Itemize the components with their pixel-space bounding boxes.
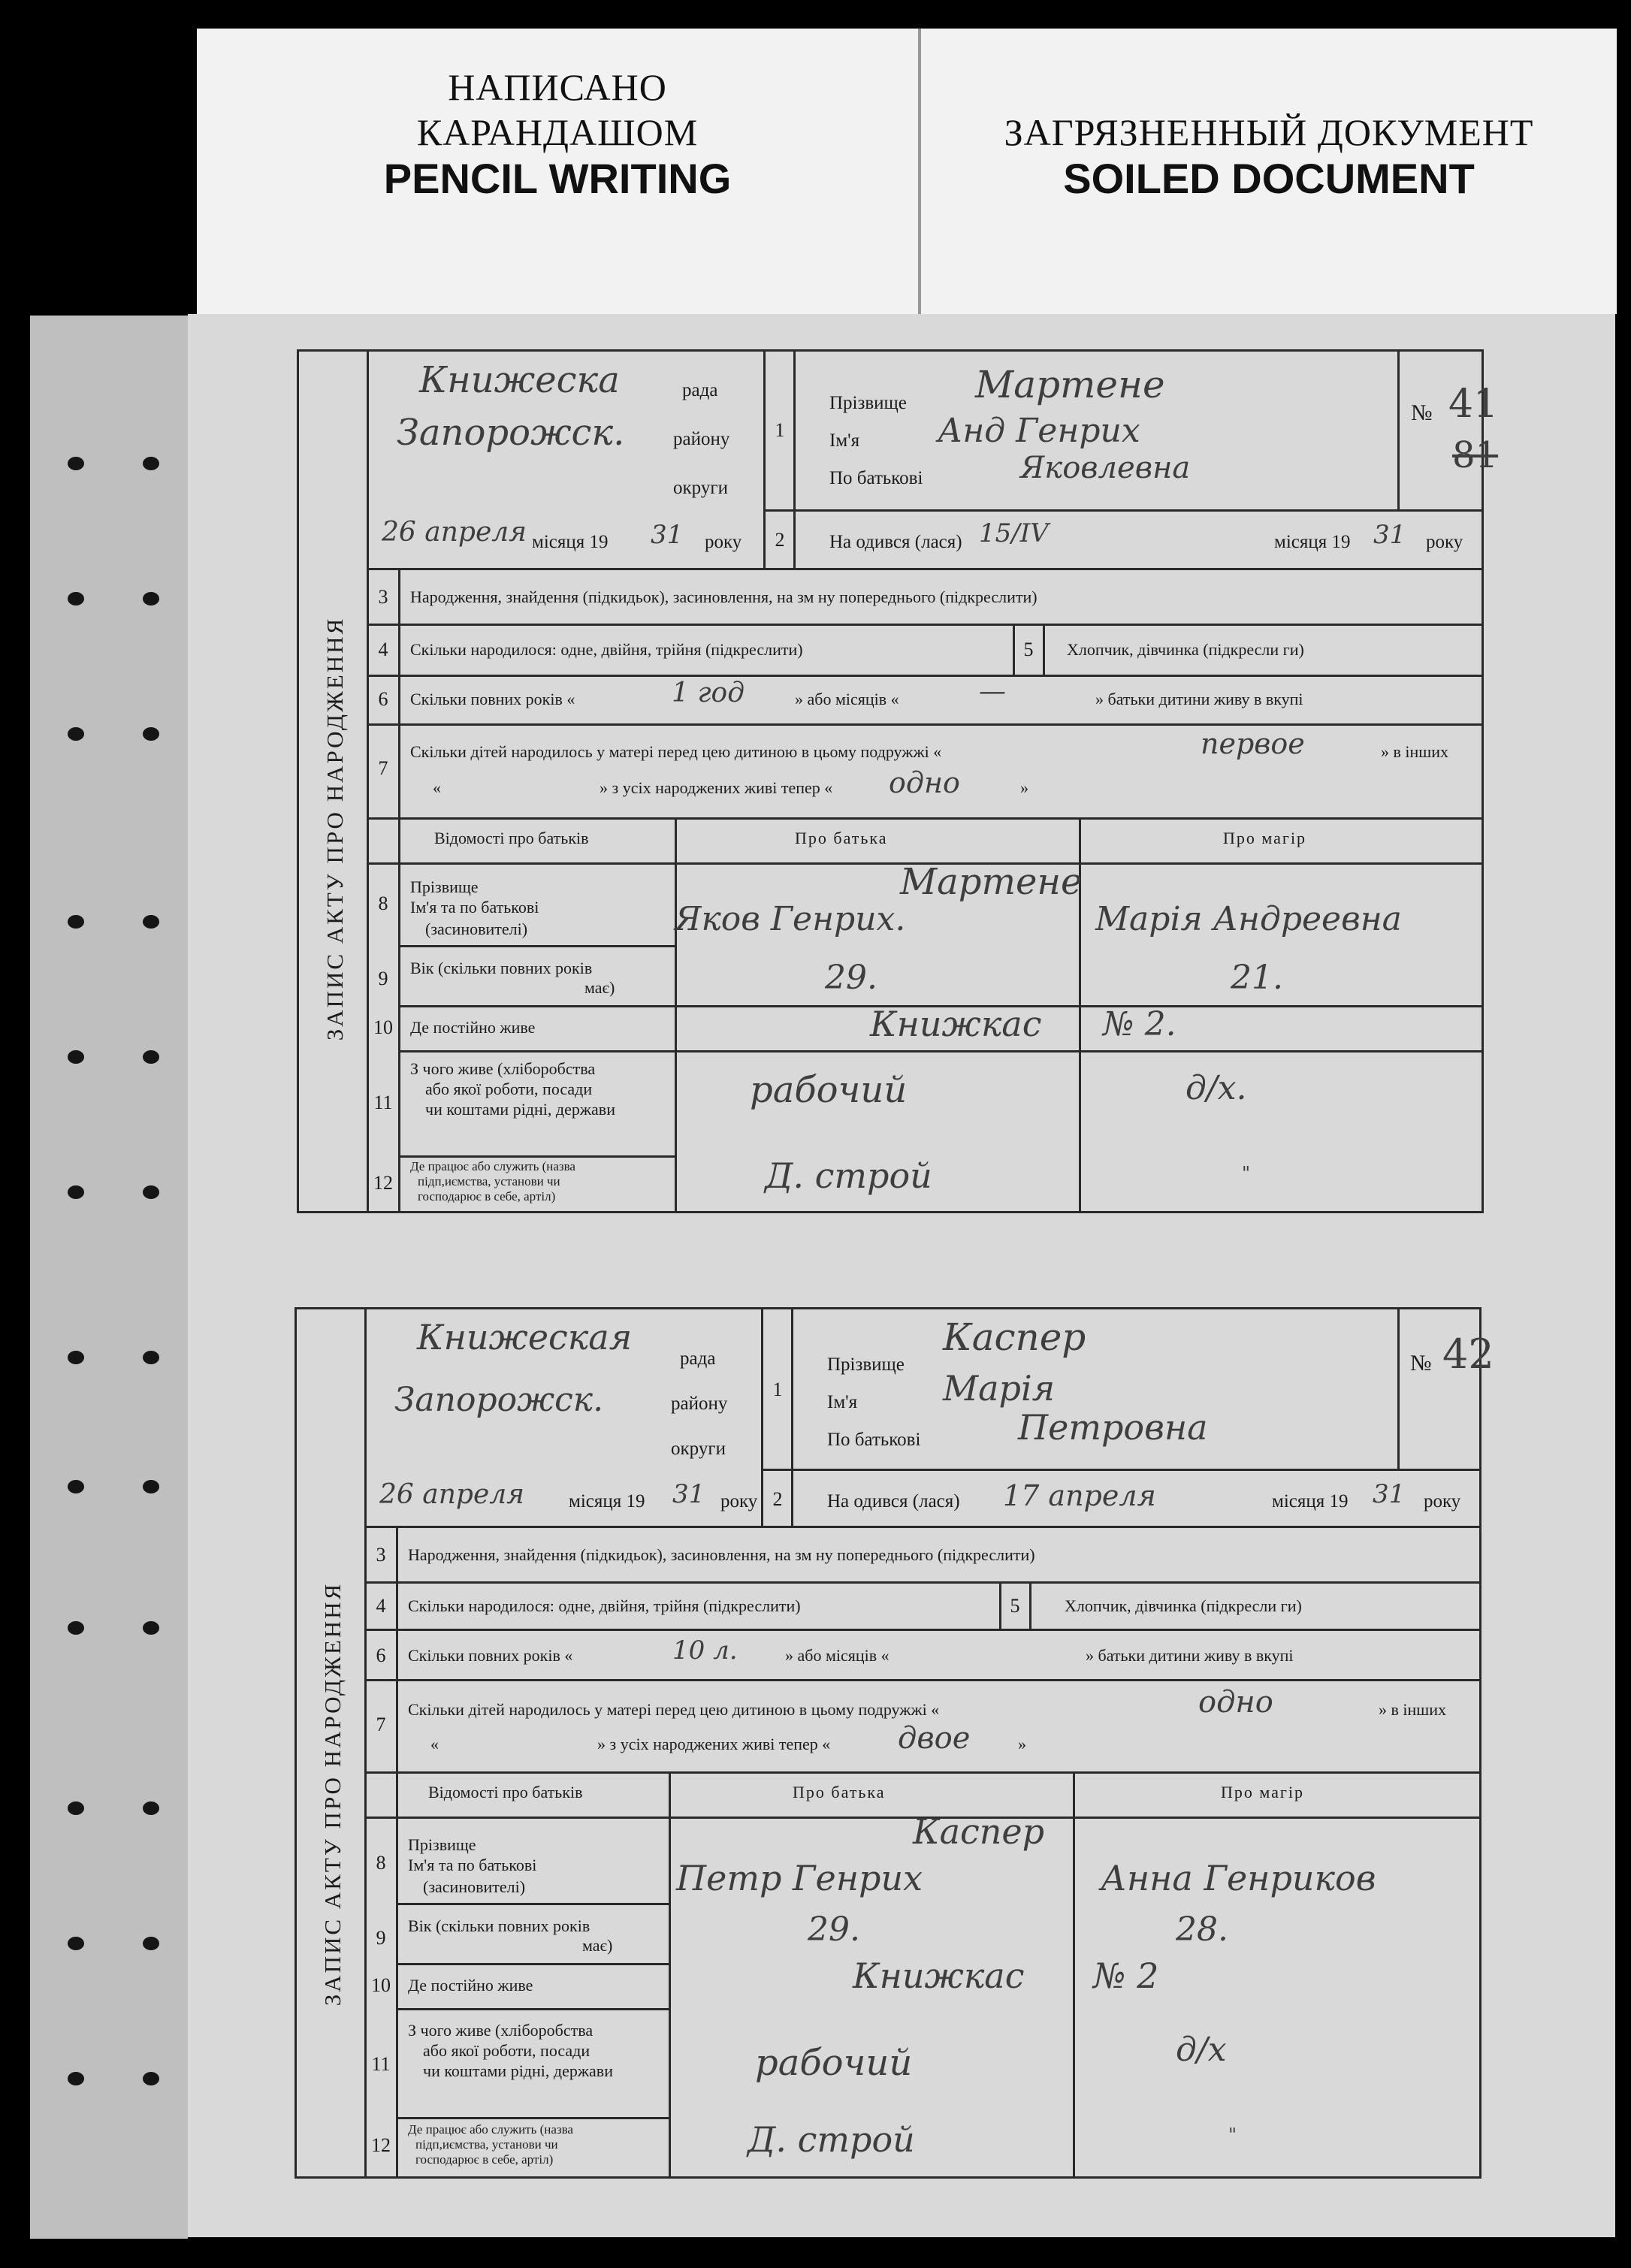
row10-label: Де постійно живе: [410, 1018, 536, 1037]
years-together-value: 10 л.: [672, 1635, 738, 1666]
binding-hole: [143, 592, 159, 606]
residence-number-value: № 2: [1093, 1955, 1159, 1996]
row-number: 7: [376, 1714, 386, 1735]
rule: [763, 509, 1484, 512]
row6-text-c: » батьки дитини живу в вкупі: [1086, 1646, 1294, 1665]
row7-text-d: » з усіх народжених живі тепер «: [597, 1735, 831, 1753]
mother-work-value: ": [1228, 2125, 1237, 2146]
row7-text-e: »: [1020, 778, 1028, 797]
col-father-header: Про батька: [793, 1783, 886, 1801]
birth-date-value: 15/IV: [979, 518, 1049, 548]
binding-hole: [68, 915, 84, 929]
surname-label: Прізвище: [829, 393, 907, 413]
father-name-value: Петр Генрих: [676, 1858, 923, 1898]
row-number: 8: [378, 892, 388, 914]
row7-text-c: «: [430, 1735, 439, 1753]
rule: [367, 723, 1484, 726]
binding-hole: [68, 1185, 84, 1199]
row-number: 9: [378, 968, 388, 989]
row4-text: Скільки народилося: одне, двійня, трійня (підкреслити): [408, 1596, 801, 1615]
row6-text-b: » або місяців «: [785, 1646, 889, 1665]
children-alive-value: одно: [889, 766, 960, 799]
binding-hole: [68, 727, 84, 741]
row-number: 2: [775, 529, 785, 551]
row-number: 9: [376, 1927, 386, 1949]
rule: [367, 568, 1484, 570]
row-number: 12: [371, 2134, 391, 2156]
father-surname-value: Каспер: [913, 1811, 1045, 1852]
mother-name-value: Марія Андреевна: [1095, 900, 1402, 938]
binding-hole: [143, 1937, 159, 1950]
row3-text: Народження, знайдення (підкидьок), засиновлення, на зм ну попереднього (підкреслити): [408, 1545, 1035, 1564]
okrugy-label: округи: [671, 1439, 726, 1459]
row8-label-c: (засиновителі): [423, 1877, 526, 1896]
row6-text-b: » або місяців «: [795, 690, 899, 708]
okrugy-label: округи: [673, 478, 728, 498]
sticker-line: КАРАНДАШОМ: [416, 111, 699, 153]
row3-text: Народження, знайдення (підкидьок), засиновлення, на зм ну попереднього (підкреслити): [410, 587, 1037, 606]
row-number: 4: [376, 1595, 386, 1617]
binding-strip: [30, 316, 188, 2239]
years-together-value: 1 год: [672, 678, 745, 708]
row-number: 11: [373, 1092, 393, 1113]
row9-label-b: має): [584, 978, 615, 997]
mother-work-value: ": [1242, 1163, 1251, 1184]
birth-record-1: [297, 349, 1499, 1213]
rule: [364, 1581, 1481, 1584]
birth-date-label: На одився (лася): [827, 1491, 960, 1511]
name-value: Марія: [943, 1368, 1056, 1409]
pencil-writing-sticker: [197, 29, 918, 314]
father-age-value: 29.: [808, 1910, 860, 1949]
row11-label-c: чи коштами рідні, держави: [423, 2061, 613, 2080]
binding-hole: [143, 1050, 159, 1064]
row-number: 3: [376, 1544, 386, 1566]
name-label: Ім'я: [829, 430, 860, 451]
reg-year-label: року: [720, 1491, 758, 1511]
rule: [364, 1309, 367, 2179]
rayon-value: Запорожск.: [397, 412, 625, 454]
surname-label: Прізвище: [827, 1354, 905, 1375]
rule: [367, 817, 1484, 820]
rada-value: Книжеска: [419, 359, 620, 401]
rule: [367, 352, 369, 1213]
row-number: 1: [775, 419, 785, 441]
row-number: 4: [378, 639, 388, 660]
col-mother-header: Про магір: [1223, 829, 1307, 847]
binding-hole: [143, 457, 159, 470]
patronymic-value: Петровна: [1018, 1407, 1208, 1448]
row9-label-b: має): [582, 1936, 613, 1955]
father-occupation-value: рабочий: [755, 2042, 913, 2084]
row6-text-c: » батьки дитини живу в вкупі: [1095, 690, 1303, 708]
row11-label-a: З чого живе (хліборобства: [410, 1059, 596, 1078]
row7-text-b: » в інших: [1379, 1700, 1446, 1719]
reg-year-label: року: [705, 532, 742, 552]
birth-date-label: На одився (лася): [829, 532, 962, 552]
rule: [396, 1903, 670, 1905]
side-title: ЗАПИС АКТУ ПРО НАРОДЖЕННЯ: [319, 1581, 346, 2007]
rule: [396, 1963, 670, 1965]
rule: [398, 945, 676, 947]
row11-label-a: З чого живе (хліборобства: [408, 2021, 594, 2040]
binding-hole: [143, 1185, 159, 1199]
row11-label-b: або якої роботи, посади: [423, 2041, 590, 2060]
row-number: 5: [1023, 639, 1034, 660]
row-number: 3: [378, 586, 388, 608]
binding-hole: [143, 1801, 159, 1815]
mother-name-value: Анна Генриков: [1101, 1858, 1376, 1898]
children-before-value: одно: [1198, 1685, 1273, 1720]
binding-hole: [68, 2072, 84, 2085]
row10-label: Де постійно живе: [408, 1976, 533, 1995]
rada-value: Книжеская: [417, 1317, 633, 1357]
binding-hole: [68, 1351, 84, 1364]
row12-label-b: підп,иємства, установи чи: [415, 2137, 558, 2152]
rule: [396, 2008, 670, 2010]
number-label: №: [1411, 400, 1433, 425]
mother-age-value: 21.: [1231, 959, 1283, 997]
row8-label-a: Прізвище: [410, 877, 479, 896]
binding-hole: [143, 1351, 159, 1364]
soiled-document-sticker: [918, 29, 1617, 314]
row12-label-b: підп,иємства, установи чи: [418, 1174, 560, 1188]
row-number: 10: [373, 1016, 393, 1038]
row-number: 1: [772, 1379, 783, 1400]
surname-value: Каспер: [943, 1315, 1086, 1359]
patronymic-label: По батькові: [827, 1430, 921, 1450]
row12-label-a: Де працює або служить (назва: [410, 1159, 575, 1173]
row7-text-d: » з усіх народжених живі тепер «: [600, 778, 833, 797]
rule: [398, 1155, 676, 1158]
father-name-value: Яков Генрих.: [675, 900, 906, 938]
row7-text-e: »: [1018, 1735, 1026, 1753]
row12-label-c: господарює в себе, артіл): [418, 1189, 556, 1203]
row5-text: Хлопчик, дівчинка (підкресли ги): [1067, 640, 1304, 659]
children-before-value: первое: [1201, 727, 1305, 760]
rule: [398, 569, 400, 1213]
rule: [1043, 624, 1045, 676]
patronymic-value: Яковлевна: [1020, 451, 1191, 485]
row-number: 6: [376, 1644, 386, 1666]
rule: [367, 624, 1484, 626]
binding-hole: [143, 1480, 159, 1493]
row9-label-a: Вік (скільки повних років: [408, 1916, 590, 1935]
binding-hole: [68, 592, 84, 606]
row-number: 6: [378, 688, 388, 710]
row7-text-c: «: [433, 778, 441, 797]
birth-year-label: року: [1424, 1491, 1461, 1511]
children-alive-value: двое: [898, 1721, 971, 1756]
residence-value: Книжкас: [870, 1004, 1042, 1044]
birth-month-label: місяця 19: [1274, 532, 1351, 552]
row12-label-a: Де працює або служить (назва: [408, 2122, 573, 2137]
months-together-value: —: [979, 676, 1006, 707]
mother-occupation-value: д/х.: [1185, 1069, 1247, 1107]
number-label: №: [1410, 1351, 1432, 1376]
row7-text-a: Скільки дітей народилось у матері перед цею дитиною в цьому подружжі «: [408, 1700, 940, 1719]
rule: [364, 1771, 1481, 1774]
row-number: 7: [378, 757, 388, 779]
name-label: Ім'я: [827, 1392, 858, 1412]
rayon-value: Запорожск.: [394, 1381, 604, 1419]
father-age-value: 29.: [825, 959, 877, 997]
col-info-header: Відомості про батьків: [434, 829, 589, 847]
sticker-line: НАПИСАНО: [448, 66, 667, 108]
row7-text-a: Скільки дітей народилось у матері перед цею дитиною в цьому подружжі «: [410, 742, 942, 761]
binding-hole: [68, 1050, 84, 1064]
binding-hole: [68, 457, 84, 470]
birth-month-label: місяця 19: [1272, 1491, 1349, 1511]
record-number: 41: [1448, 382, 1499, 427]
row9-label-a: Вік (скільки повних років: [410, 959, 593, 977]
binding-hole: [143, 1621, 159, 1635]
binding-hole: [143, 915, 159, 929]
rayon-label: району: [671, 1394, 728, 1414]
row11-label-c: чи коштами рідні, держави: [425, 1100, 615, 1119]
rule: [364, 1526, 1481, 1528]
binding-hole: [68, 1480, 84, 1493]
rule: [367, 675, 1484, 677]
rada-label: рада: [680, 1348, 716, 1369]
sticker-line: PENCIL WRITING: [383, 155, 732, 202]
row-number: 10: [371, 1974, 391, 1996]
record-number: 42: [1442, 1330, 1494, 1378]
birth-year-value: 31: [1373, 520, 1406, 550]
rule: [1073, 1771, 1075, 2179]
mother-age-value: 28.: [1176, 1910, 1228, 1949]
row-number: 2: [772, 1488, 783, 1510]
side-title: ЗАПИС АКТУ ПРО НАРОДЖЕННЯ: [322, 616, 348, 1041]
father-work-value: Д. строй: [748, 2119, 915, 2160]
rule: [396, 1527, 398, 2179]
father-surname-value: Мартене: [900, 861, 1083, 903]
birth-year-label: року: [1426, 532, 1463, 552]
surname-value: Мартене: [975, 363, 1165, 406]
row8-label-c: (засиновителі): [425, 920, 528, 938]
row8-label-a: Прізвище: [408, 1835, 476, 1854]
rada-label: рада: [682, 380, 718, 400]
birth-year-value: 31: [1373, 1479, 1406, 1509]
patronymic-label: По батькові: [829, 468, 923, 488]
row12-label-c: господарює в себе, артіл): [415, 2152, 554, 2167]
birth-record-2: [294, 1307, 1494, 2179]
record-number-old: 81: [1452, 434, 1499, 476]
row4-text: Скільки народилося: одне, двійня, трійня (підкреслити): [410, 640, 803, 659]
reg-month-label: місяця 19: [569, 1491, 645, 1511]
binding-hole: [68, 1801, 84, 1815]
row7-text-b: » в інших: [1381, 742, 1448, 761]
birth-date-value: 17 апреля: [1003, 1479, 1156, 1512]
rule: [1397, 1309, 1400, 1469]
binding-hole: [143, 2072, 159, 2085]
col-info-header: Відомості про батьків: [428, 1783, 583, 1801]
rayon-label: району: [673, 429, 730, 449]
col-mother-header: Про магір: [1221, 1783, 1305, 1801]
row-number: 5: [1010, 1595, 1020, 1617]
reg-year-value: 31: [651, 520, 684, 550]
binding-hole: [143, 727, 159, 741]
row5-text: Хлопчик, дівчинка (підкресли ги): [1065, 1596, 1302, 1615]
rule: [364, 1679, 1481, 1681]
col-father-header: Про батька: [795, 829, 888, 847]
name-value: Анд Генрих: [938, 412, 1140, 450]
row-number: 11: [371, 2053, 391, 2075]
row6-text-a: Скільки повних років «: [408, 1646, 573, 1665]
rule: [675, 817, 677, 1213]
rule: [364, 1629, 1481, 1631]
row6-text-a: Скільки повних років «: [410, 690, 575, 708]
row-number: 12: [373, 1172, 393, 1194]
binding-hole: [68, 1621, 84, 1635]
rule: [1397, 352, 1400, 509]
residence-number-value: № 2.: [1103, 1005, 1176, 1043]
reg-year-value: 31: [672, 1479, 705, 1509]
row8-label-b: Ім'я та по батькові: [410, 898, 539, 917]
rule: [398, 1050, 1484, 1052]
rule: [1029, 1581, 1031, 1630]
reg-date-value: 26 апреля: [379, 1479, 525, 1510]
rule: [761, 1469, 1481, 1471]
reg-month-label: місяця 19: [532, 532, 609, 552]
sticker-line: ЗАГРЯЗНЕННЫЙ ДОКУМЕНТ: [1004, 111, 1534, 153]
row-number: 8: [376, 1852, 386, 1874]
reg-date-value: 26 апреля: [382, 517, 527, 548]
row8-label-b: Ім'я та по батькові: [408, 1856, 537, 1874]
sticker-line: SOILED DOCUMENT: [1063, 155, 1475, 202]
row11-label-b: або якої роботи, посади: [425, 1080, 593, 1098]
father-occupation-value: рабочий: [750, 1069, 908, 1111]
rule: [396, 2117, 670, 2119]
binding-hole: [68, 1937, 84, 1950]
residence-value: Книжкас: [853, 1955, 1025, 1996]
mother-occupation-value: д/х: [1176, 2031, 1227, 2069]
father-work-value: Д. строй: [765, 1155, 932, 1196]
